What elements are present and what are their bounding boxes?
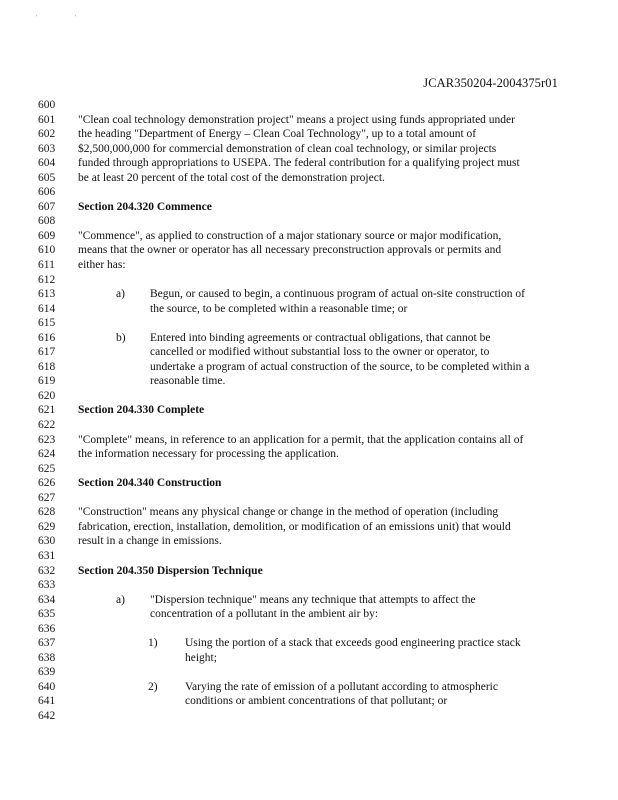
dispersion-item-2-cont [78, 694, 560, 709]
document-id: JCAR350204-2004375r01 [423, 76, 558, 90]
commence-item-b-cont [78, 345, 560, 360]
item-text-line: conditions or ambient concentrations of that pollutant; or [185, 695, 448, 708]
line-number: 610 [38, 244, 56, 257]
line-number: 614 [38, 302, 56, 315]
commence-intro-line: either has: [78, 259, 126, 272]
line-number: 622 [38, 419, 56, 432]
line-number: 617 [38, 346, 56, 359]
line-number: 628 [38, 506, 56, 519]
line-number: 618 [38, 360, 56, 373]
definition-clean-coal-line: "Clean coal technology demonstration project" means a project using funds appropriated under [78, 113, 515, 126]
item-text-line: "Dispersion technique" means any technique that attempts to affect the [150, 593, 476, 606]
dispersion-item-1 [78, 636, 560, 651]
document-body [78, 98, 560, 724]
line-number: 635 [38, 608, 56, 621]
complete-definition-line: "Complete" means, in reference to an application for a permit, that the application contains all of [78, 433, 524, 446]
line-number: 637 [38, 637, 56, 650]
blank-line [78, 418, 560, 433]
line-number: 600 [38, 99, 56, 111]
blank-line [78, 665, 560, 680]
item-text-line: concentration of a pollutant in the ambient air by: [150, 608, 379, 621]
section-heading-complete: Section 204.330 Complete [78, 404, 205, 417]
line-number: 620 [38, 389, 56, 402]
dispersion-item-1-cont [78, 651, 560, 666]
blank-line [78, 462, 560, 477]
line-number: 621 [38, 404, 56, 417]
line-number: 616 [38, 331, 56, 344]
line-number: 608 [38, 215, 56, 228]
dispersion-item-a [78, 593, 560, 608]
line-number: 627 [38, 491, 56, 504]
definition-clean-coal-line: be at least 20 percent of the total cost of the demonstration project. [78, 171, 385, 184]
blank-line [78, 709, 560, 724]
item-text-line: cancelled or modified without substantial loss to the owner or operator, to [150, 346, 490, 359]
definition-clean-coal-line: the heading "Department of Energy – Clean Coal Technology", up to a total amount of [78, 128, 477, 141]
line-number: 634 [38, 593, 56, 606]
line-number: 626 [38, 477, 56, 490]
line-number-column [38, 98, 66, 724]
line-number: 640 [38, 680, 56, 693]
line-number: 633 [38, 579, 56, 592]
definition-clean-coal-line: $2,500,000,000 for commercial demonstration of clean coal technology, or similar projects [78, 142, 497, 155]
blank-line [78, 491, 560, 506]
line-number: 604 [38, 157, 56, 170]
blank-line [78, 622, 560, 637]
commence-item-a [78, 287, 560, 302]
item-label: b) [116, 331, 126, 344]
item-text-line: Varying the rate of emission of a pollutant according to atmospheric [185, 680, 498, 693]
blank-line [78, 273, 560, 288]
blank-line [78, 549, 560, 564]
complete-definition-line: the information necessary for processing the application. [78, 448, 339, 461]
item-text-line: Begun, or caused to begin, a continuous program of actual on-site construction of [150, 288, 525, 301]
item-text-line: Using the portion of a stack that exceeds good engineering practice stack [185, 637, 521, 650]
line-number: 631 [38, 549, 56, 562]
line-number: 623 [38, 433, 56, 446]
item-text-line: reasonable time. [150, 375, 226, 388]
line-number: 611 [38, 259, 55, 272]
line-number: 609 [38, 229, 56, 242]
dispersion-item-2 [78, 680, 560, 695]
section-heading-construction: Section 204.340 Construction [78, 477, 222, 490]
line-number: 629 [38, 520, 56, 533]
line-number: 639 [38, 666, 56, 679]
section-heading-commence: Section 204.320 Commence [78, 200, 212, 213]
blank-line [78, 214, 560, 229]
dispersion-item-a-cont [78, 607, 560, 622]
line-number: 603 [38, 142, 56, 155]
construction-definition-line: fabrication, erection, installation, demolition, or modification of an emissions unit) that would [78, 520, 511, 533]
line-number: 612 [38, 273, 56, 286]
item-label: 2) [148, 680, 158, 693]
line-number: 605 [38, 171, 56, 184]
line-number: 625 [38, 462, 56, 475]
item-label: a) [116, 593, 125, 606]
scan-specks: ' ' [36, 14, 95, 22]
commence-item-b [78, 331, 560, 346]
construction-definition-line: result in a change in emissions. [78, 535, 222, 548]
section-heading-dispersion: Section 204.350 Dispersion Technique [78, 564, 263, 577]
line-number: 624 [38, 448, 56, 461]
item-text-line: undertake a program of actual construction of the source, to be completed within a [150, 360, 530, 373]
line-number: 613 [38, 288, 56, 301]
line-number: 630 [38, 535, 56, 548]
line-number: 619 [38, 375, 56, 388]
commence-intro-line: means that the owner or operator has all necessary preconstruction approvals or permits and [78, 244, 502, 257]
line-number: 606 [38, 186, 56, 199]
line-number: 632 [38, 564, 56, 577]
line-number: 615 [38, 317, 56, 330]
commence-item-b-cont [78, 360, 560, 375]
construction-definition-line: "Construction" means any physical change or change in the method of operation (including [78, 506, 499, 519]
line-number: 636 [38, 622, 56, 635]
item-label: a) [116, 288, 125, 301]
line-number: 641 [38, 695, 56, 708]
line-number: 642 [38, 709, 56, 722]
line-number: 607 [38, 200, 56, 213]
line-number: 601 [38, 113, 56, 126]
commence-item-a-cont [78, 302, 560, 317]
line-number: 638 [38, 651, 56, 664]
item-text-line: Entered into binding agreements or contractual obligations, that cannot be [150, 331, 491, 344]
line-number: 602 [38, 128, 56, 141]
blank-line [78, 316, 560, 331]
blank-line [78, 578, 560, 593]
item-label: 1) [148, 637, 158, 650]
item-text-line: height; [185, 651, 217, 664]
blank-line [78, 98, 560, 113]
commence-item-b-cont [78, 374, 560, 389]
commence-intro-line: "Commence", as applied to construction of a major stationary source or major modification, [78, 229, 502, 242]
blank-line [78, 185, 560, 200]
item-text-line: the source, to be completed within a reasonable time; or [150, 302, 408, 315]
blank-line [78, 389, 560, 404]
definition-clean-coal-line: funded through appropriations to USEPA. The federal contribution for a qualifying project must [78, 157, 520, 170]
